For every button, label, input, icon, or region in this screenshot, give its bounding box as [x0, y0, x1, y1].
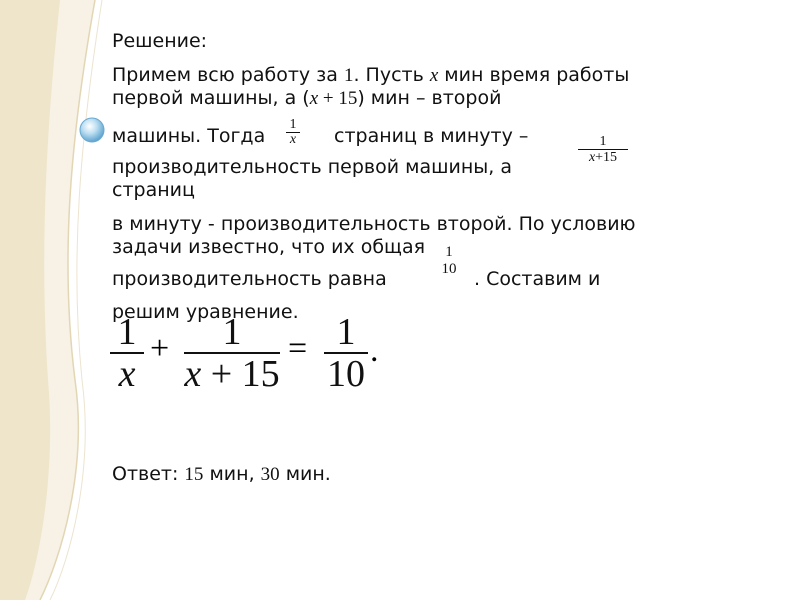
math-plus-15: + 15 — [318, 88, 358, 109]
answer-value-1: 15 — [184, 464, 204, 485]
fraction-denominator: 10 — [327, 353, 365, 395]
text-line-8-left: производительность равна — [112, 268, 387, 290]
equation-plus: + — [150, 330, 170, 367]
text-line-4: производительность первой машины, а — [112, 156, 513, 178]
text-segment: . Пусть — [353, 64, 430, 86]
text-line-3-left: машины. Тогда — [112, 125, 266, 147]
text-segment: Примем всю работу за — [112, 64, 344, 86]
text-line-6: в минуту - производительность второй. По условию — [112, 213, 636, 235]
equation-equals: = — [288, 330, 308, 367]
fraction-numerator: 1 — [222, 311, 242, 353]
text-line-2 — [112, 87, 501, 110]
equation-fraction-1 — [110, 312, 144, 394]
text-line-5: страниц — [112, 179, 195, 201]
fraction-denominator: x — [118, 353, 136, 395]
fraction-numerator: 1 — [599, 134, 607, 149]
fraction-denominator: x+15 — [588, 150, 618, 165]
text-segment: мин время работы — [438, 64, 630, 86]
fraction-numerator: 1 — [117, 311, 137, 353]
text-line-3-right: страниц в минуту – — [334, 125, 529, 147]
text-line-1 — [112, 64, 629, 87]
text-line-8-right: . Составим и — [474, 268, 601, 290]
text-segment: ) мин – второй — [357, 87, 502, 109]
text-line-9: решим уравнение. — [112, 301, 299, 323]
fraction-denominator: x — [289, 132, 297, 147]
fraction-numerator: 1 — [289, 117, 297, 132]
fraction-numerator: 1 — [336, 311, 356, 353]
bubble-icon — [78, 116, 108, 146]
answer-value-2: 30 — [260, 464, 280, 485]
answer-label: Ответ: — [112, 463, 185, 485]
math-x: x — [309, 88, 319, 109]
fraction-1-over-10 — [437, 244, 461, 277]
answer-line — [112, 463, 331, 486]
fraction-1-over-x — [286, 118, 300, 147]
fraction-1-over-x-plus-15 — [578, 134, 628, 165]
fraction-denominator: x + 15 — [184, 353, 280, 395]
heading: Решение: — [112, 30, 208, 52]
text-segment: первой машины, а ( — [112, 87, 310, 109]
math-x: x — [184, 353, 202, 395]
answer-unit-1: мин, — [203, 463, 261, 485]
equation-fraction-3 — [324, 312, 368, 394]
fraction-numerator: 1 — [445, 244, 453, 260]
math-one: 1 — [343, 65, 354, 86]
math-x: x — [429, 65, 439, 86]
equation-period: . — [370, 332, 379, 369]
answer-unit-2: мин. — [279, 463, 331, 485]
math-x: x — [588, 150, 596, 165]
equation-fraction-2 — [184, 312, 280, 394]
fraction-denominator: 10 — [441, 261, 457, 277]
text-line-7: задачи известно, что их общая — [112, 236, 426, 258]
